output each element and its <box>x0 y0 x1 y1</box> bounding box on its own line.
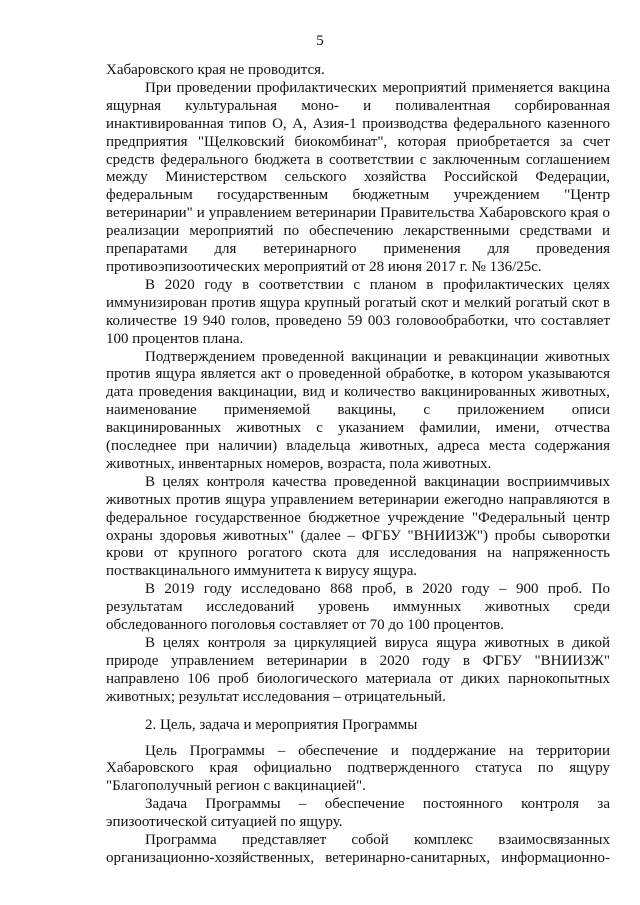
section-heading: 2. Цель, задача и мероприятия Программы <box>145 716 418 733</box>
paragraph-samples-results: В 2019 году исследовано 868 проб, в 2020 году – 900 проб. По результатам исследований уровень иммунных животных среди обследованного поголовья составляет от 70 до 100 процентов. <box>106 581 610 634</box>
document-body <box>106 62 610 868</box>
page-number: 5 <box>316 33 324 49</box>
paragraph-vaccine: При проведении профилактических мероприятий применяется вакцина ящурная культуральная моно- и поливалентная сорбированная инактивированная типов О, А, Азия-1 производства федерального казенного предприятия "Щелковский биокомбинат", которая приобретается за счет средств федерального бюджета в соответствии с заключенным соглашением между Министерством сельского хозяйства Российской Федерации, федеральным государственным бюджетным учреждением "Центр ветеринарии" и управлением ветеринарии Правительства Хабаровского края о реализации мероприятий по обеспечению лекарственными средствами и препаратами для ветеринарного применения для проведения противоэпизоотических мероприятий от 28 июня 2017 г. № 136/25с. <box>106 79 610 275</box>
paragraph-vaccination-act: Подтверждением проведенной вакцинации и ревакцинации животных против ящура является акт о проведенной обработке, в котором указываются дата проведения вакцинации, вид и количество вакцинированных животных, наименование применяемой вакцины, с приложением описи вакцинированных животных с указанием фамилии, имени, отчества (последнее при наличии) владельца животных, адреса места содержания животных, инвентарных номеров, возраста, пола животных. <box>106 348 610 472</box>
paragraph-continuation: Хабаровского края не проводится. <box>106 62 325 78</box>
paragraph-program-goal: Цель Программы – обеспечение и поддержание на территории Хабаровского края официально подтвержденного статуса по ящуру "Благополучный регион с вакцинацией". <box>106 742 610 795</box>
paragraph-wild-animals: В целях контроля за циркуляцией вируса ящура животных в дикой природе управлением ветеринарии в 2020 году в ФГБУ "ВНИИЗЖ" направлено 106 проб биологического материала от диких парнокопытных животных; результат исследования – отрицательный. <box>106 635 610 705</box>
paragraph-program-task: Задача Программы – обеспечение постоянного контроля за эпизоотической ситуацией по ящуру. <box>106 796 610 831</box>
paragraph-program-description: Программа представляет собой комплекс взаимосвязанных организационно-хозяйственных, ветеринарно-санитарных, информационно- <box>106 832 610 866</box>
paragraph-immunization-2020: В 2020 году в соответствии с планом в профилактических целях иммунизирован против ящура крупный рогатый скот и мелкий рогатый скот в количестве 19 940 голов, проведено 59 003 головообработки, что составляет 100 процентов плана. <box>106 276 610 347</box>
paragraph-quality-control: В целях контроля качества проведенной вакцинации восприимчивых животных против ящура управлением ветеринарии ежегодно направляются в федеральное государственное бюджетное учреждение "Федеральный центр охраны здоровья животных" (далее – ФГБУ "ВНИИЗЖ") пробы сыворотки крови от крупного рогатого скота для исследования на напряженность поствакцинального иммунитета к вирусу ящура. <box>106 473 610 580</box>
